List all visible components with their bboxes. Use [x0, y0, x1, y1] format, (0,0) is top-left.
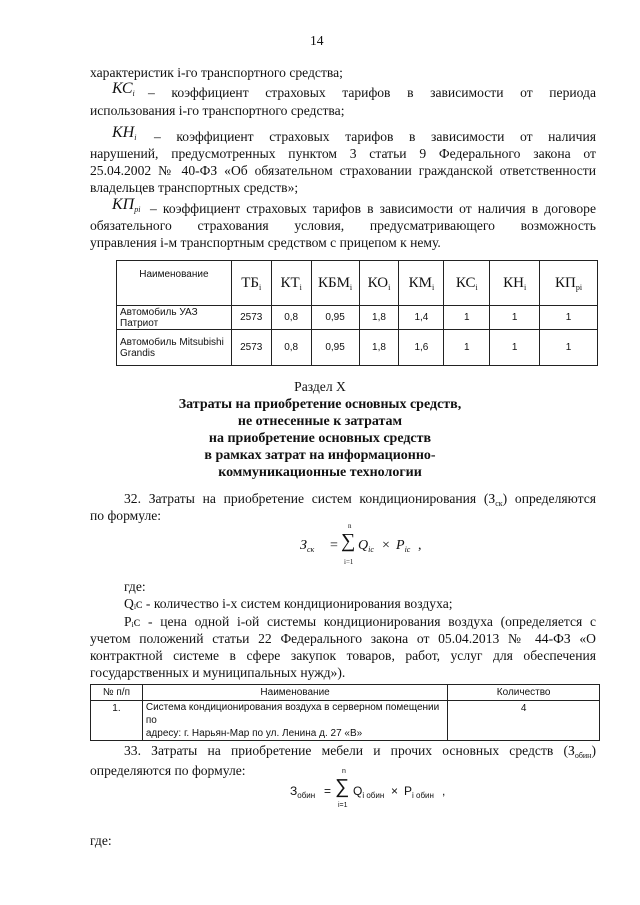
- cell: 1: [490, 330, 540, 366]
- header-kt: $КТ_i$: [271, 261, 311, 306]
- kn-symbol: $КН_i$: [112, 124, 137, 142]
- kp-definition-cont: обязательного страхования условия, предусматривающего возможность: [90, 218, 596, 233]
- cell: 0,95: [311, 306, 359, 330]
- sum-bottom: i=1: [344, 558, 354, 566]
- kp-symbol: $КП_{pi}$: [112, 196, 141, 214]
- header-name: Наименование: [142, 685, 447, 701]
- formula-times: ×: [382, 538, 390, 553]
- kp-definition: – коэффициент страховых тарифов в зависимости от наличия в договоре: [150, 201, 596, 216]
- item32-intro: 32. Затраты на приобретение систем кондиционирования $(З_{ск})$ определяются: [124, 491, 596, 508]
- cell: 1: [490, 306, 540, 330]
- cell: 0,8: [271, 330, 311, 366]
- formula-eq: =: [324, 784, 332, 798]
- pic-definition-cont: контрактной системе в сфере закупок товаров, работ, услуг для обеспечения: [90, 648, 596, 663]
- kp-definition-cont: управления i-м транспортным средством с прицепом к нему.: [90, 235, 441, 250]
- table-row: [117, 330, 598, 366]
- kn-definition: – коэффициент страховых тарифов в зависимости от наличия: [154, 129, 596, 144]
- table-header-row: [91, 685, 600, 701]
- sum-top: n: [348, 522, 352, 530]
- sigma-icon: ∑: [341, 530, 356, 552]
- header-tb: $ТБ_i$: [231, 261, 271, 306]
- row-name: Автомобиль Mitsubishi Grandis: [117, 330, 232, 366]
- page-number: 14: [310, 33, 324, 48]
- ks-definition: – коэффициент страховых тарифов в зависимости от периода: [148, 85, 596, 100]
- formula-times: ×: [391, 784, 399, 798]
- sum-bottom: i=1: [338, 802, 348, 809]
- table-header-row: [117, 261, 598, 306]
- header-name: Наименование: [117, 261, 232, 306]
- formula-q: $Q_{i обин}$: [353, 784, 385, 800]
- cell: 1,4: [399, 306, 444, 330]
- sigma-icon: ∑: [335, 776, 350, 798]
- row-num: 1.: [91, 701, 143, 741]
- table-row: [117, 306, 598, 330]
- intro-line: характеристик i-го транспортного средства;: [90, 65, 343, 80]
- cell: 2573: [231, 306, 271, 330]
- sum-top: n: [342, 768, 346, 775]
- aircon-table: [90, 684, 600, 741]
- cell: 1,8: [359, 306, 399, 330]
- cell: 0,8: [271, 306, 311, 330]
- row-name: Автомобиль УАЗ Патриот: [117, 306, 232, 330]
- header-num: № п/п: [91, 685, 143, 701]
- pic-definition: Pᵢᴄ - цена одной i-ой системы кондиционирования воздуха (определяется с: [124, 614, 596, 629]
- cell: 1: [540, 330, 598, 366]
- header-kp: $КП_{pi}$: [540, 261, 598, 306]
- header-km: $КМ_i$: [399, 261, 444, 306]
- formula-p: $P_{ic}$: [396, 538, 411, 554]
- cell: 1,6: [399, 330, 444, 366]
- pic-definition-cont: государственных и муниципальных нужд»).: [90, 665, 346, 680]
- ks-definition-cont: использования i-го транспортного средства;: [90, 103, 345, 118]
- table-row: [91, 701, 600, 741]
- coefficients-table: [116, 260, 598, 366]
- cell: 1: [444, 330, 490, 366]
- header-kn: $КН_i$: [490, 261, 540, 306]
- ks-symbol: $КС_i$: [112, 80, 135, 98]
- formula-eq: =: [330, 538, 338, 553]
- header-qty: Количество: [448, 685, 600, 701]
- header-kbm: $КБМ_i$: [311, 261, 359, 306]
- row-qty: 4: [448, 701, 600, 741]
- where-label: где:: [124, 579, 146, 594]
- section-title: Затраты на приобретение основных средств, не отнесенные к затратам на приобретение основных средств в рамках затрат на информационно- коммуникационные технологии: [178, 397, 462, 480]
- section-label: Раздел X: [294, 379, 346, 394]
- cell: 1: [444, 306, 490, 330]
- formula-32: [300, 522, 430, 570]
- qic-definition: Qᵢᴄ - количество i-х систем кондиционирования воздуха;: [124, 596, 453, 611]
- kn-definition-cont: владельцев транспортных средств»;: [90, 180, 299, 195]
- formula-q: $Q_{ic}$: [358, 538, 374, 554]
- where-label-33: где:: [90, 833, 112, 848]
- kn-definition-cont: нарушений, предусмотренных пунктом 3 статьи 9 Федерального закона от: [90, 146, 596, 161]
- formula-end: ,: [442, 784, 446, 798]
- kn-definition-cont: 25.04.2002 № 40-ФЗ «Об обязательном страховании гражданской ответственности: [90, 163, 596, 178]
- item32-intro-cont: по формуле:: [90, 508, 162, 523]
- item33-intro-cont: определяются по формуле:: [90, 763, 246, 778]
- header-ko: $КО_i$: [359, 261, 399, 306]
- cell: 1: [540, 306, 598, 330]
- formula-lhs: $З_{ск}$: [300, 538, 315, 554]
- row-name: Система кондиционирования воздуха в серверном помещении по адресу: г. Нарьян-Мар по ул. Ленина д. 27 «В»: [142, 701, 447, 741]
- formula-33: [290, 768, 460, 814]
- header-ks: $КС_i$: [444, 261, 490, 306]
- formula-lhs: $З_{обин}$: [290, 784, 316, 800]
- item33-intro: 33. Затраты на приобретение мебели и прочих основных средств $(З_{обин})$: [124, 743, 596, 760]
- formula-p: $P_{i обин}$: [404, 784, 434, 800]
- cell: 1,8: [359, 330, 399, 366]
- cell: 0,95: [311, 330, 359, 366]
- cell: 2573: [231, 330, 271, 366]
- pic-definition-cont: учетом положений статьи 22 Федерального закона от 05.04.2013 № 44-ФЗ «О: [90, 631, 596, 646]
- formula-end: ,: [418, 538, 422, 553]
